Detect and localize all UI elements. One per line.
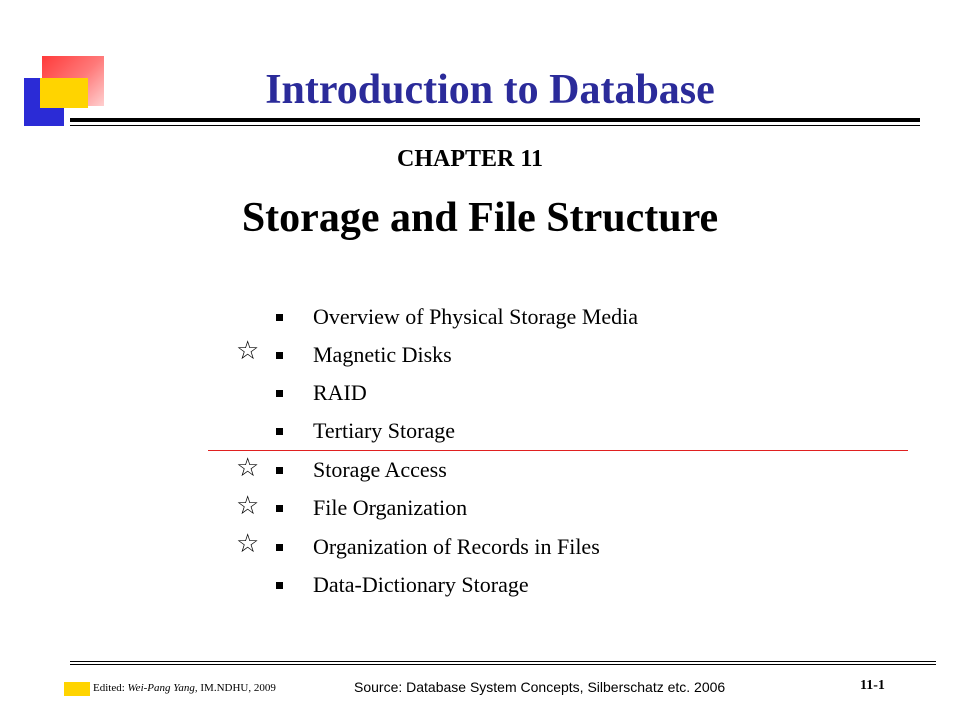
title-rule-thick	[70, 118, 920, 122]
chapter-label: CHAPTER 11	[396, 146, 543, 172]
list-item-label: Overview of Physical Storage Media	[313, 304, 639, 329]
bullet-square-icon	[276, 467, 283, 474]
list-item-label: Organization of Records in Files	[313, 534, 600, 559]
chapter-heading	[0, 146, 960, 173]
title-rule-thin	[70, 125, 920, 126]
bullet-square-icon	[276, 544, 283, 551]
section-divider	[208, 450, 908, 451]
footer-source: Source: Database System Concepts, Silberschatz etc. 2006	[354, 679, 726, 695]
slide-subtitle: Storage and File Structure	[241, 195, 719, 241]
bullet-square-icon	[276, 428, 283, 435]
star-icon: ☆	[236, 529, 260, 559]
footer-yellow-swatch	[64, 682, 90, 696]
bullet-square-icon	[276, 352, 283, 359]
star-icon: ☆	[236, 336, 260, 366]
list-item-label: File Organization	[313, 495, 468, 520]
page-number: 11-1	[860, 678, 885, 693]
star-icon: ☆	[236, 491, 260, 521]
footer-edited-credit	[93, 682, 276, 694]
list-item-label: Magnetic Disks	[313, 342, 452, 367]
footer-rule	[70, 664, 936, 665]
logo-yellow-block	[40, 78, 88, 108]
bullet-square-icon	[276, 582, 283, 589]
bullet-square-icon	[276, 505, 283, 512]
list-item-label: Tertiary Storage	[313, 418, 456, 443]
bullet-square-icon	[276, 314, 283, 321]
star-icon: ☆	[236, 453, 260, 483]
list-item-label: Storage Access	[313, 457, 447, 482]
edited-name: Wei-Pang Yang,	[127, 682, 198, 694]
bullet-square-icon	[276, 390, 283, 397]
footer-rule	[70, 661, 936, 662]
list-item-label: RAID	[313, 380, 367, 405]
list-item-label: Data-Dictionary Storage	[313, 572, 529, 597]
slide-title: Introduction to Database	[265, 67, 715, 113]
edited-suffix: IM.NDHU, 2009	[197, 682, 276, 694]
edited-prefix: Edited:	[93, 682, 128, 694]
